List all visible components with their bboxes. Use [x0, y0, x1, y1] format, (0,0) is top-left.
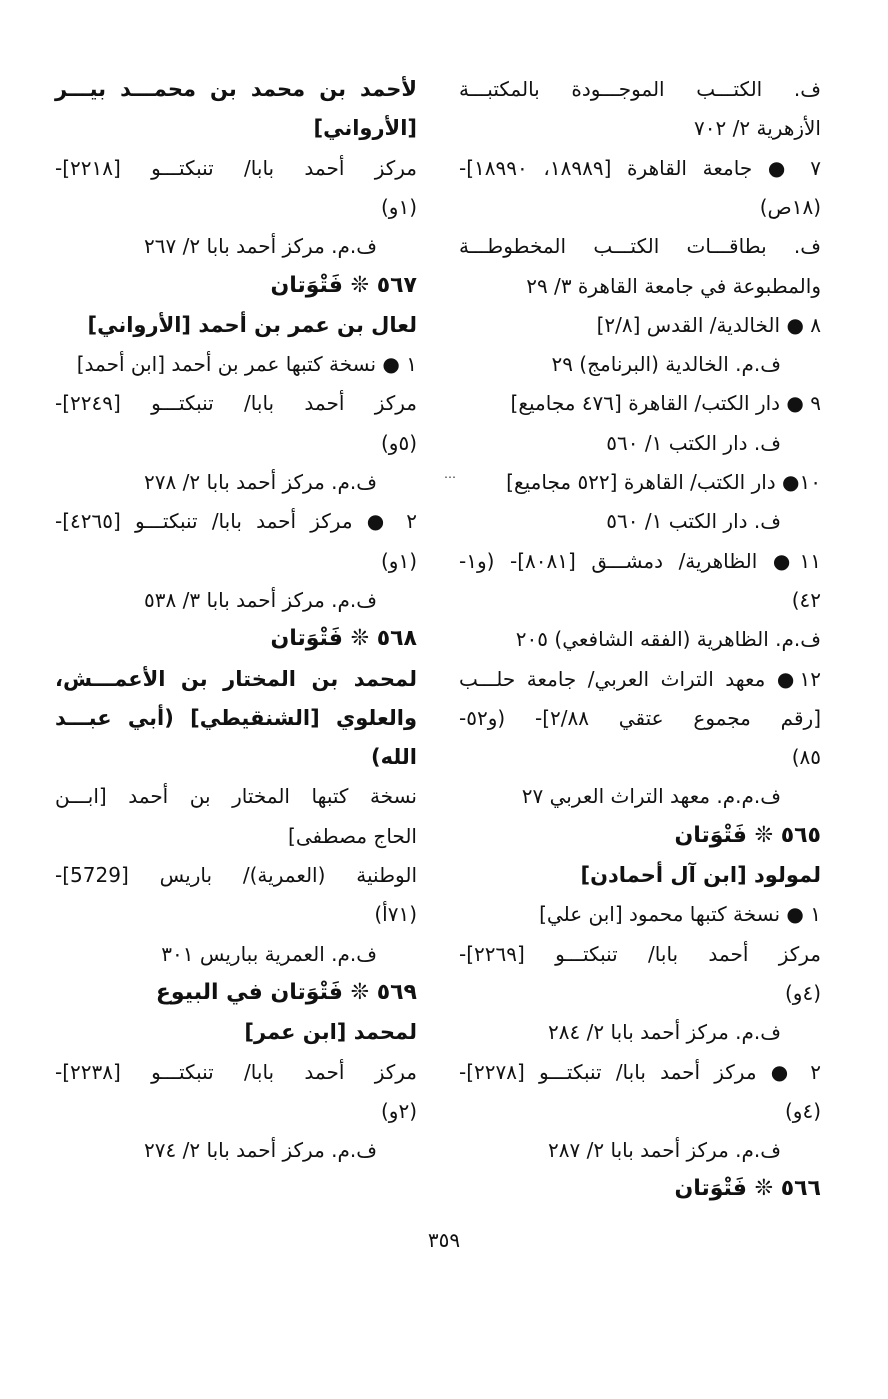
right-column-line: ٩ ● دار الكتب/ القاهرة [٤٧٦ مجاميع]: [510, 391, 821, 416]
right-column-line: ف.م. الظاهرية (الفقه الشافعي) ٢٠٥: [515, 627, 821, 652]
left-column-line: لأحمد بن محمد بن محمـــد بيـــر: [55, 77, 417, 101]
right-column-line: ١٠● دار الكتب/ القاهرة [٥٢٢ مجاميع]: [506, 470, 821, 494]
right-column-line: ف. دار الكتب ١/ ٥٦٠: [606, 509, 781, 534]
left-column-line: نسخة كتبها المختار بن أحمد [ابـــن: [55, 784, 417, 809]
right-column-line: ٨٥): [791, 745, 821, 770]
right-column-line: ٢ ● مركز أحمد بابا/ تنبكتـــو [٢٢٧٨]-: [459, 1059, 821, 1084]
right-column-line: ف.م. مركز أحمد بابا ٢/ ٢٨٤: [548, 1020, 781, 1045]
right-column-line: ف.م. الخالدية (البرنامج) ٢٩: [551, 352, 781, 377]
left-column-line: ٥٦٨ ❊ فَتْوَتان: [270, 626, 417, 652]
left-column-line: الحاج مصطفى]: [288, 823, 417, 848]
margin-mark: ⋯: [444, 470, 456, 484]
right-column-line: ٨ ● الخالدية/ القدس [٢/٨]: [596, 312, 821, 337]
right-column-line: (٤و): [784, 1098, 821, 1123]
left-column-line: (٢و): [380, 1098, 417, 1123]
left-column-line: [الأرواني]: [313, 116, 417, 141]
left-column-line: (١و): [380, 548, 417, 573]
right-column-line: ٥٦٥ ❊ فَتْوَتان: [674, 822, 821, 848]
left-column-line: مركز أحمد بابا/ تنبكتـــو [٢٢٤٩]-: [55, 391, 417, 416]
left-column-line: لمحمد [ابن عمر]: [244, 1020, 417, 1045]
right-column-line: الأزهرية ٢/ ٧٠٢: [694, 116, 821, 141]
left-column-line: (١و): [380, 194, 417, 219]
left-column-line: ٥٦٩ ❊ فَتْوَتان في البيوع: [155, 979, 417, 1005]
left-column-line: ف.م. العمرية بباريس ٣٠١: [161, 941, 377, 966]
page-number: ٣٥٩: [427, 1228, 461, 1252]
left-column-line: والعلوي [الشنقيطي] (أبي عبـــد: [55, 705, 417, 730]
left-column-line: ف.م. مركز أحمد بابا ٢/ ٢٦٧: [144, 234, 377, 259]
right-column-line: ف. دار الكتب ١/ ٥٦٠: [606, 430, 781, 455]
right-column-line: ف. بطاقـــات الكتـــب المخطوطـــة: [459, 234, 821, 259]
left-column-line: الوطنية (العمرية)/ باريس [5729]-: [55, 863, 417, 887]
right-column-line: مركز أحمد بابا/ تنبكتـــو [٢٢٦٩]-: [459, 941, 821, 966]
right-column-line: لمولود [ابن آل أحمادن]: [580, 863, 821, 887]
right-column-line: (١٨ص): [759, 194, 821, 219]
left-column-line: ٢ ● مركز أحمد بابا/ تنبكتـــو [٤٢٦٥]-: [55, 509, 417, 534]
right-column-line: (٤و): [784, 980, 821, 1005]
left-column-line: (٥و): [380, 430, 417, 455]
right-column-line: والمطبوعة في جامعة القاهرة ٣/ ٢٩: [526, 273, 821, 298]
right-column-line: ١٢● معهد التراث العربي/ جامعة حلـــب: [459, 666, 821, 691]
left-column-line: ف.م. مركز أحمد بابا ٢/ ٢٧٨: [144, 470, 377, 494]
right-column-line: ٤٢): [791, 587, 821, 612]
left-column-line: مركز أحمد بابا/ تنبكتـــو [٢٢١٨]-: [55, 155, 417, 180]
left-column-line: ٥٦٧ ❊ فَتْوَتان: [270, 272, 417, 298]
right-column-line: ف. الكتـــب الموجـــودة بالمكتبـــة: [459, 77, 821, 101]
left-column-line: (٧١أ): [374, 902, 417, 927]
right-column-line: [رقم مجموع عتقي ٢/٨٨]- (و٥٢-: [459, 705, 821, 730]
right-column-line: ٥٦٦ ❊ فَتْوَتان: [674, 1176, 821, 1202]
left-column-line: ف.م. مركز أحمد بابا ٢/ ٢٧٤: [144, 1138, 377, 1163]
left-column-line: ١ ● نسخة كتبها عمر بن أحمد [ابن أحمد]: [76, 352, 417, 377]
right-column-line: ٧ ● جامعة القاهرة [١٨٩٨٩، ١٨٩٩٠]-: [459, 155, 822, 180]
left-column-line: مركز أحمد بابا/ تنبكتـــو [٢٢٣٨]-: [55, 1059, 417, 1084]
right-column-line: ١١● الظاهرية/ دمشـــق [٨٠٨١]- (و١-: [459, 548, 821, 573]
right-column-line: ١ ● نسخة كتبها محمود [ابن علي]: [539, 902, 821, 927]
right-column-line: ف.م.م. معهد التراث العربي ٢٧: [521, 784, 781, 809]
left-column-line: لمحمد بن المختار بن الأعمـــش،: [55, 666, 417, 691]
left-column-line: ف.م. مركز أحمد بابا ٣/ ٥٣٨: [144, 587, 377, 612]
left-column-line: لعال بن عمر بن أحمد [الأرواني]: [87, 312, 417, 337]
left-column-line: الله): [371, 745, 417, 770]
right-column-line: ف.م. مركز أحمد بابا ٢/ ٢٨٧: [548, 1138, 781, 1163]
